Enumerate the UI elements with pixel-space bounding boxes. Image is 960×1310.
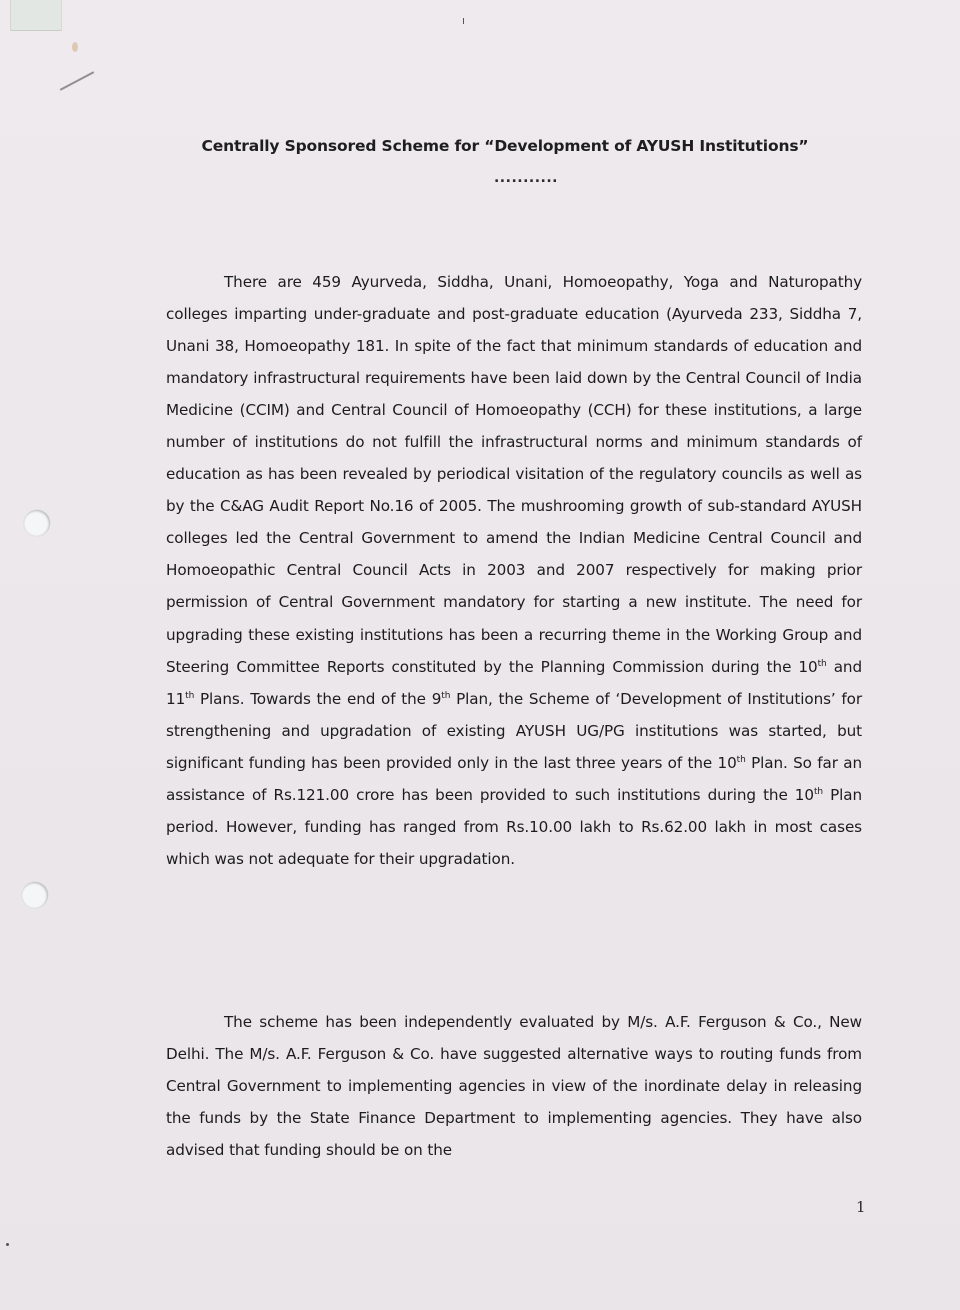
page-number: 1 [856, 1198, 866, 1216]
punch-hole-icon [24, 510, 50, 536]
stain-mark [72, 42, 78, 52]
stray-dot [6, 1243, 9, 1246]
superscript: th [817, 658, 827, 669]
pen-mark [60, 71, 94, 91]
punch-hole-icon [22, 882, 48, 908]
paragraph-1-text: Plan, the Scheme of ‘Development of Institutions’ for strengthening and upgradation of existing AYUSH UG/PG institutions was started, but significant funding has been provided only in the last three years of the 10 [166, 689, 863, 772]
stray-mark [463, 18, 464, 24]
superscript: th [736, 754, 746, 765]
paragraph-1-text: Plan. So far an assistance of Rs.121.00 crore has been provided to such institutions during the 10 [166, 753, 862, 804]
paragraph-1 [166, 266, 862, 875]
paragraph-2 [166, 1006, 862, 1166]
paragraph-1-text: Plans. Towards the end of the 9 [194, 689, 442, 708]
paragraph-1-text: There are 459 Ayurveda, Siddha, Unani, Homoeopathy, Yoga and Naturopathy colleges imparting under-graduate and post-graduate education (Ayurveda 233, Siddha 7, Unani 38, Homoeopathy 181. In spite of the fact that minimum standards of education and mandatory infrastructural requirements have been laid down by the Central Council of India Medicine (CCIM) and Central Council of Homoeopathy (CCH) for these institutions, a large number of institutions do not fulfill the infrastructural norms and minimum standards of education as has been revealed by periodical visitation of the regulatory councils as well as by the C&AG Audit Report No.16 of 2005. The mushrooming growth of sub-standard AYUSH colleges led the Central Government to amend the Indian Medicine Central Council and Homoeopathic Central Council Acts in 2003 and 2007 respectively for making prior permission of Central Government mandatory for starting a new institute. The need for upgrading these existing institutions has been a recurring theme in the Working Group and Steering Committee Reports constituted by the Planning Commission during the 10 [166, 273, 862, 676]
superscript: th [813, 786, 823, 797]
superscript: th [185, 690, 195, 701]
paragraph-2-text: The scheme has been independently evaluated by M/s. A.F. Ferguson & Co., New Delhi. The M/s. A.F. Ferguson & Co. have suggested alternative ways to routing funds from Central Government to implementing agencies in view of the inordinate delay in releasing the funds by the State Finance Department to implementing agencies. They have also advised that funding should be on the [166, 1013, 862, 1160]
document-title: Centrally Sponsored Scheme for “Development of AYUSH Institutions” [201, 137, 809, 155]
paragraph-1-text: and 11 [166, 657, 862, 708]
superscript: th [441, 690, 451, 701]
paragraph-1-text: Plan period. However, funding has ranged from Rs.10.00 lakh to Rs.62.00 lakh in most cases which was not adequate for their upgradation. [166, 785, 862, 868]
title-separator: ........... [493, 170, 558, 186]
tape-fragment [10, 0, 62, 31]
